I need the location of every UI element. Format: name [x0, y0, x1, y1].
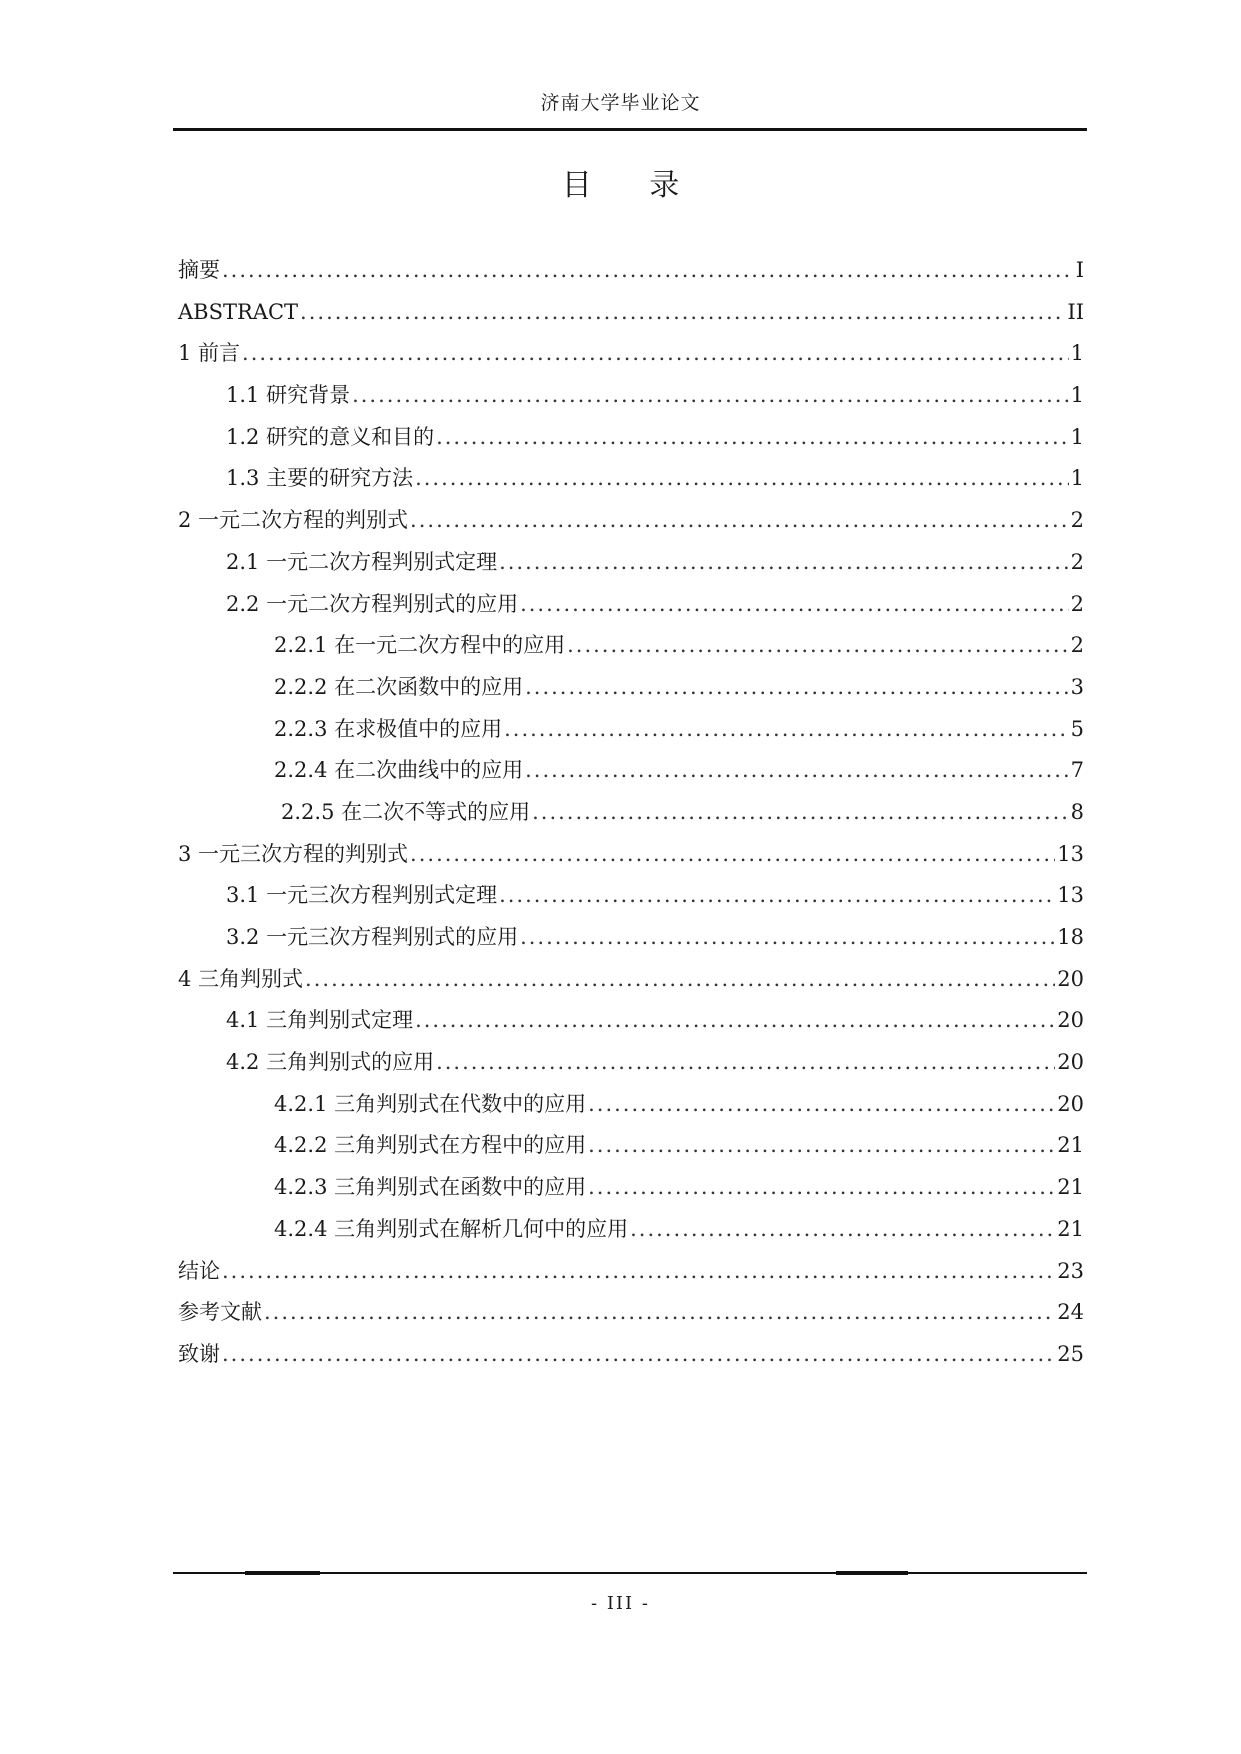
toc-leader [436, 1042, 1055, 1084]
toc-entry-label: 2.2.5 在二次不等式的应用 [281, 799, 531, 824]
toc-entry-label: 2.2.3 在求极值中的应用 [274, 716, 503, 741]
toc-leader [499, 875, 1055, 917]
toc-entry[interactable] [178, 1125, 1084, 1167]
toc-entry-label: 结论 [178, 1258, 220, 1283]
toc-leader [300, 292, 1065, 334]
toc-entry-page: 23 [1057, 1258, 1084, 1283]
toc-entry[interactable] [178, 875, 1084, 917]
toc-entry-label: 2.2.4 在二次曲线中的应用 [274, 758, 524, 783]
footer-rule-accent-right [836, 1571, 908, 1575]
toc-leader [520, 584, 1069, 626]
toc-entry-label: 1 前言 [178, 341, 241, 366]
toc-leader [504, 709, 1069, 751]
toc-leader [305, 959, 1055, 1001]
toc-entry-label: 2.2 一元二次方程判别式的应用 [226, 591, 519, 616]
toc-entry-page: 25 [1057, 1341, 1084, 1366]
toc-leader [588, 1167, 1055, 1209]
toc-entry-label: 4.2.1 三角判别式在代数中的应用 [274, 1091, 587, 1116]
toc-entry[interactable] [178, 417, 1084, 459]
toc-entry-page: 7 [1070, 758, 1084, 783]
toc-entry-label: 4 三角判别式 [178, 966, 304, 991]
toc-leader [588, 1125, 1055, 1167]
toc-entry-page: 8 [1070, 799, 1084, 824]
toc-entry-label: 1.2 研究的意义和目的 [226, 424, 435, 449]
toc-entry-page: 1 [1070, 341, 1084, 366]
toc-entry-label: 3.1 一元三次方程判别式定理 [226, 883, 498, 908]
toc-entry[interactable] [178, 292, 1084, 334]
toc-entry[interactable] [178, 1000, 1084, 1042]
toc-entry-label: 摘要 [178, 258, 220, 282]
toc-entry[interactable] [178, 1209, 1084, 1251]
toc-entry-page: 21 [1057, 1133, 1084, 1158]
toc-entry[interactable] [178, 1167, 1084, 1209]
toc-entry-label: 参考文献 [178, 1300, 262, 1325]
toc-entry[interactable] [178, 500, 1084, 542]
toc-entry[interactable] [178, 375, 1084, 417]
header-rule [173, 128, 1087, 131]
toc-entry[interactable] [178, 1042, 1084, 1084]
toc-entry-page: 2 [1070, 508, 1084, 533]
toc-entry[interactable] [178, 1084, 1084, 1126]
toc-entry[interactable] [178, 625, 1084, 667]
toc-leader [410, 834, 1055, 876]
toc-leader [567, 625, 1069, 667]
toc-entry-page: II [1067, 299, 1084, 324]
toc-entry-label: 4.2 三角判别式的应用 [226, 1050, 435, 1075]
toc-entry-label: 4.2.3 三角判别式在函数中的应用 [274, 1175, 587, 1200]
toc-title: 目 录 [561, 168, 680, 203]
toc-entry[interactable] [178, 959, 1084, 1001]
toc-entry-page: 20 [1057, 1050, 1084, 1075]
toc-entry-label: 2.2.1 在一元二次方程中的应用 [274, 633, 566, 658]
toc-leader [410, 500, 1069, 542]
page-number: - III - [591, 1593, 650, 1614]
toc-entry[interactable] [178, 1334, 1084, 1376]
toc-entry-page: 5 [1070, 716, 1084, 741]
toc-entry-page: 21 [1057, 1216, 1084, 1241]
toc-entry-label: 1.1 研究背景 [226, 383, 351, 408]
toc-leader [222, 1334, 1055, 1376]
toc-entry[interactable] [178, 667, 1084, 709]
toc-entry[interactable] [178, 584, 1084, 626]
toc-entry[interactable] [178, 1251, 1084, 1293]
toc-leader [588, 1084, 1055, 1126]
table-of-contents [178, 250, 1084, 1376]
toc-entry-label: 致谢 [178, 1341, 220, 1366]
toc-entry-page: I [1075, 258, 1084, 282]
toc-entry[interactable] [178, 333, 1084, 375]
toc-leader [352, 375, 1069, 417]
toc-leader [415, 458, 1069, 500]
toc-leader [415, 1000, 1055, 1042]
toc-entry[interactable] [178, 709, 1084, 751]
toc-entry-label: 3.2 一元三次方程判别式的应用 [226, 925, 519, 949]
toc-entry-page: 1 [1070, 424, 1084, 449]
toc-entry-page: 3 [1070, 674, 1084, 699]
toc-entry[interactable] [178, 917, 1084, 959]
running-header: 济南大学毕业论文 [540, 92, 701, 114]
toc-entry-label: 2.2.2 在二次函数中的应用 [274, 674, 524, 699]
toc-entry-label: 4.2.2 三角判别式在方程中的应用 [274, 1133, 587, 1158]
toc-leader [264, 1292, 1055, 1334]
toc-leader [222, 250, 1074, 292]
toc-entry-label: 1.3 主要的研究方法 [226, 466, 414, 491]
toc-entry-page: 24 [1057, 1300, 1084, 1325]
toc-entry-page: 13 [1057, 883, 1084, 908]
toc-leader [630, 1209, 1055, 1251]
toc-entry-label: 2.1 一元二次方程判别式定理 [226, 549, 498, 574]
toc-entry[interactable] [178, 458, 1084, 500]
toc-entry[interactable] [178, 250, 1084, 292]
toc-leader [520, 917, 1055, 959]
toc-leader [525, 750, 1069, 792]
toc-entry[interactable] [178, 1292, 1084, 1334]
toc-entry-page: 2 [1070, 633, 1084, 658]
toc-entry-page: 2 [1070, 591, 1084, 616]
toc-entry-page: 13 [1057, 841, 1084, 866]
toc-entry-page: 1 [1070, 466, 1084, 491]
toc-entry-page: 20 [1057, 966, 1084, 991]
toc-entry-label: 3 一元三次方程的判别式 [178, 841, 409, 866]
toc-entry-label: ABSTRACT [178, 299, 299, 324]
toc-entry[interactable] [178, 792, 1084, 834]
toc-entry[interactable] [178, 750, 1084, 792]
toc-entry[interactable] [178, 542, 1084, 584]
toc-entry-label: 2 一元二次方程的判别式 [178, 508, 409, 533]
toc-entry-page: 20 [1057, 1008, 1084, 1033]
toc-entry[interactable] [178, 834, 1084, 876]
toc-entry-label: 4.1 三角判别式定理 [226, 1008, 414, 1033]
footer-rule-accent-left [245, 1571, 320, 1575]
toc-leader [525, 667, 1069, 709]
toc-leader [499, 542, 1069, 584]
toc-entry-page: 20 [1057, 1091, 1084, 1116]
toc-leader [222, 1251, 1055, 1293]
toc-entry-label: 4.2.4 三角判别式在解析几何中的应用 [274, 1216, 629, 1241]
toc-entry-page: 1 [1070, 383, 1084, 408]
toc-leader [532, 792, 1069, 834]
toc-entry-page: 18 [1057, 925, 1084, 949]
toc-leader [242, 333, 1069, 375]
toc-leader [436, 417, 1069, 459]
toc-entry-page: 2 [1070, 549, 1084, 574]
toc-entry-page: 21 [1057, 1175, 1084, 1200]
